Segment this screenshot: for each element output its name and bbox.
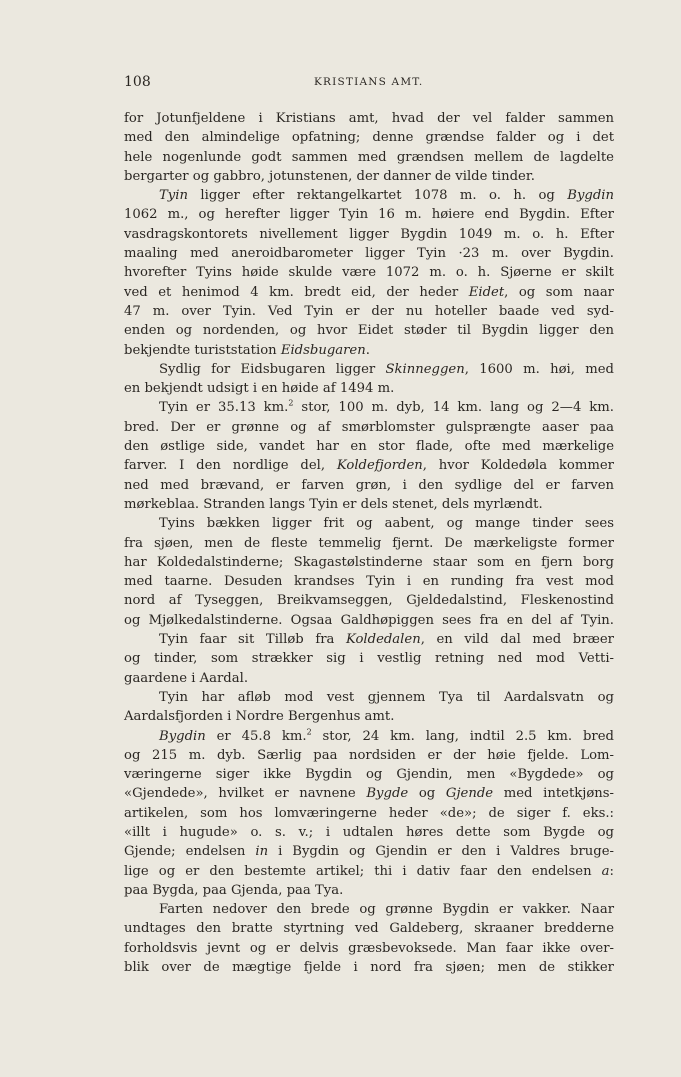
text-line: og 215 m. dyb. Særlig paa nordsiden er der høie fjelde. Lom- [124,747,614,763]
text-line: maaling med aneroidbarometer ligger Tyin ·23 m. over Bygdin. [124,246,614,262]
text-line: paa Bygda, paa Gjenda, paa Tya. [124,882,344,898]
text-line: Tyin er 35.13 km.$^2$ stor, 100 m. dyb, 14 km. lang og 2—4 km. [159,399,614,416]
text-line: vasdragskontorets nivellement ligger Bygdin 1049 m. o. h. Efter [124,226,614,242]
text-line: mørkeblaa. Stranden langs Tyin er dels stenet, dels myrlændt. [124,496,543,512]
text-line: bred. Der er grønne og af smørblomster gulsprængte aaser paa [124,419,614,435]
text-line: hele nogenlunde godt sammen med grændsen mellem de lagdelte [124,149,614,165]
text-line: «illt i hugude» o. s. v.; i udtalen høres dette som Bygde og [124,824,614,840]
text-line: Tyin faar sit Tilløb fra Koldedalen, en vild dal med bræer [159,632,614,648]
text-line: «Gjendede», hvilket er navnene Bygde og Gjende med intetkjøns- [124,786,614,802]
text-line: forholdsvis jevnt og er delvis græsbevoksede. Man faar ikke over- [124,940,614,956]
text-line: Tyin ligger efter rektangelkartet 1078 m. o. h. og Bygdin [159,188,614,204]
text-line: med den almindelige opfatning; denne grændse falder og i det [124,130,614,146]
text-line: Aardalsfjorden i Nordre Bergenhus amt. [124,709,395,725]
text-line: Gjende; endelsen in i Bygdin og Gjendin er den i Valdres bruge- [124,844,614,860]
text-line: artikelen, som hos lomværingerne heder «de»; de siger f. eks.: [124,805,614,821]
text-line: ved et henimod 4 km. bredt eid, der heder Eidet, og som naar [124,284,614,300]
text-line: undtages den bratte styrtning ved Galdeberg, skraaner bredderne [124,921,614,937]
page-header [124,74,614,94]
text-line: 1062 m., og herefter ligger Tyin 16 m. høiere end Bygdin. Efter [124,207,614,223]
text-line: nord af Tyseggen, Breikvamseggen, Gjeldedalstind, Fleskenostind [124,593,614,609]
text-line: Farten nedover den brede og grønne Bygdin er vakker. Naar [159,902,614,918]
text-line: gaardene i Aardal. [124,670,249,686]
text-line: Tyin har afløb mod vest gjennem Tya til Aardalsvatn og [159,689,614,705]
page-number: 108 [124,74,151,90]
text-line: Tyins bækken ligger frit og aabent, og mange tinder sees [159,516,614,532]
text-line: bekjendte turiststation Eidsbugaren. [124,342,370,358]
text-line: farver. I den nordlige del, Koldefjorden, hvor Koldedøla kommer [124,458,614,474]
text-line: Bygdin er 45.8 km.$^2$ stor, 24 km. lang, indtil 2.5 km. bred [159,727,614,744]
text-line: væringerne siger ikke Bygdin og Gjendin, men «Bygdede» og [124,767,614,783]
text-line: med taarne. Desuden krandses Tyin i en runding fra vest mod [124,574,614,590]
text-line: og tinder, som strækker sig i vestlig retning ned mod Vetti- [124,651,614,667]
body-text [124,109,614,977]
text-line: for Jotunfjeldene i Kristians amt, hvad der vel falder sammen [124,111,614,126]
text-line: 47 m. over Tyin. Ved Tyin er der nu hoteller baade ved syd- [124,303,614,319]
text-line: en bekjendt udsigt i en høide af 1494 m. [124,381,395,397]
text-line: hvorefter Tyins høide skulde være 1072 m. o. h. Sjøerne er skilt [124,265,614,281]
text-line: blik over de mægtige fjelde i nord fra sjøen; men de stikker [124,960,614,976]
text-line: har Koldedalstinderne; Skagastølstinderne staar som en fjern borg [124,554,614,570]
text-line: ned med brævand, er farven grøn, i den sydlige del er farven [124,477,614,493]
text-line: enden og nordenden, og hvor Eidet støder til Bygdin ligger den [124,323,614,339]
text-line: Sydlig for Eidsbugaren ligger Skinneggen, 1600 m. høi, med [159,361,614,377]
running-head: KRISTIANS AMT. [314,76,424,88]
text-line: bergarter og gabbro, jotunstenen, der danner de vilde tinder. [124,168,535,184]
text-line: og Mjølkedalstinderne. Ogsaa Galdhøpiggen sees fra en del af Tyin. [124,612,614,628]
text-line: fra sjøen, men de fleste temmelig fjernt. De mærkeligste former [124,535,614,551]
text-line: den østlige side, vandet har en stor flade, ofte med mærkelige [124,439,614,455]
text-line: lige og er den bestemte artikel; thi i dativ faar den endelsen a: [124,863,614,879]
